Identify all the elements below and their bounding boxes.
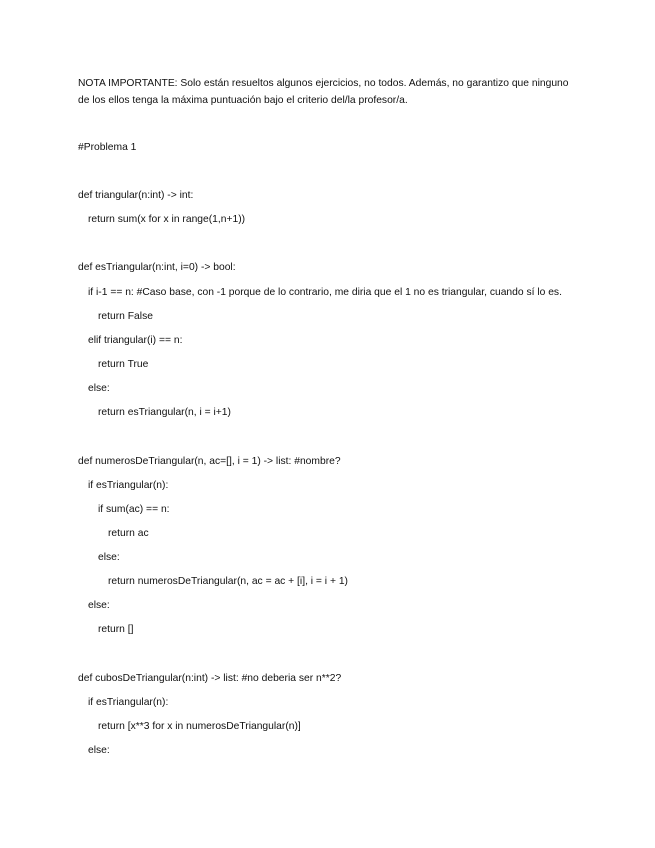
code-line: return [] bbox=[98, 624, 134, 635]
code-line: if esTriangular(n): bbox=[88, 480, 169, 491]
code-line: else: bbox=[88, 600, 110, 611]
code-line: #Problema 1 bbox=[78, 142, 137, 153]
code-line: else: bbox=[88, 745, 110, 756]
code-line: return esTriangular(n, i = i+1) bbox=[98, 407, 231, 418]
note-line-1: NOTA IMPORTANTE: Solo están resueltos algunos ejercicios, no todos. Además, no garantizo que ninguno bbox=[78, 78, 569, 89]
code-line: return ac bbox=[108, 528, 149, 539]
code-line: def esTriangular(n:int, i=0) -> bool: bbox=[78, 262, 236, 273]
code-line: def cubosDeTriangular(n:int) -> list: #no deberia ser n**2? bbox=[78, 673, 342, 684]
code-line: return [x**3 for x in numerosDeTriangular(n)] bbox=[98, 721, 301, 732]
code-line: if i-1 == n: #Caso base, con -1 porque de lo contrario, me diria que el 1 no es triangular, cuando sí lo es. bbox=[88, 287, 562, 298]
code-line: if esTriangular(n): bbox=[88, 697, 169, 708]
code-line: def numerosDeTriangular(n, ac=[], i = 1) -> list: #nombre? bbox=[78, 456, 341, 467]
note-line-2: de los ellos tenga la máxima puntuación bajo el criterio del/la profesor/a. bbox=[78, 95, 408, 106]
code-line: else: bbox=[98, 552, 120, 563]
code-line: if sum(ac) == n: bbox=[98, 504, 170, 515]
code-line: else: bbox=[88, 383, 110, 394]
code-line: return sum(x for x in range(1,n+1)) bbox=[88, 214, 246, 225]
code-line: return False bbox=[98, 311, 153, 322]
code-line: def triangular(n:int) -> int: bbox=[78, 190, 194, 201]
code-line: return True bbox=[98, 359, 149, 370]
code-line: return numerosDeTriangular(n, ac = ac + [i], i = i + 1) bbox=[108, 576, 348, 587]
code-line: elif triangular(i) == n: bbox=[88, 335, 183, 346]
